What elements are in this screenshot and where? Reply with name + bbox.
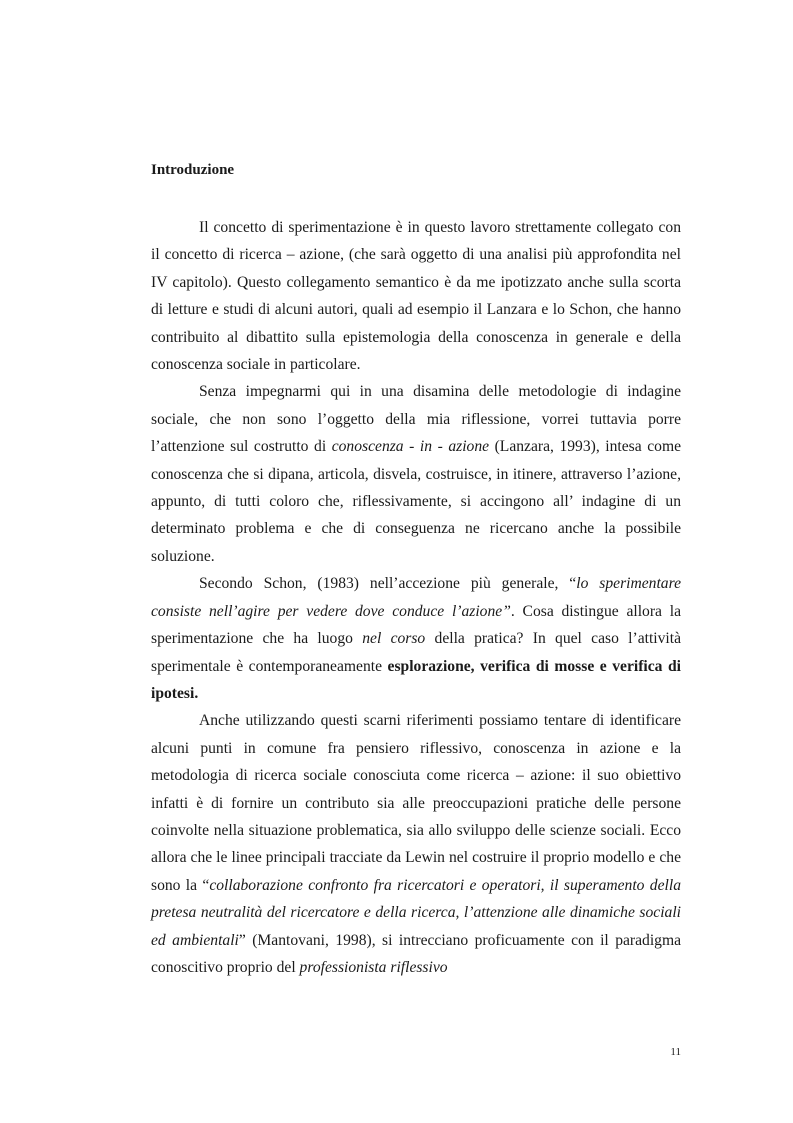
text-run: Senza impegnarmi qui in una disamina delle metodologie di indagine sociale, che non sono l’oggetto della mia riflessione, vorrei tuttavia porre l’attenzione sul costrutto di bbox=[151, 383, 681, 456]
body-paragraph bbox=[151, 378, 681, 570]
text-run: Anche utilizzando questi scarni riferimenti possiamo tentare di identificare alcuni punti in comune fra pensiero riflessivo, conoscenza in azione e la metodologia di ricerca sociale conosciuta come ricerca – azione: il suo obiettivo infatti è di fornire un contributo sia alle preoccupazioni pratiche delle persone coinvolte nella situazione problematica, sia allo sviluppo delle scienze sociali. Ecco allora che le linee principali tracciate da Lewin nel costruire il proprio modello e che sono la “ bbox=[151, 712, 681, 894]
italic-text: nel corso bbox=[362, 630, 426, 648]
section-heading: Introduzione bbox=[151, 162, 235, 178]
bold-text: esplorazione, verifica di mosse e verifica di ipotesi. bbox=[151, 657, 681, 702]
italic-text: conoscenza - in - azione bbox=[331, 438, 490, 456]
italic-text: collaborazione confronto fra ricercatori e operatori, il superamento della pretesa neutralità del ricercatore e della ricerca, l’attenzione alle dinamiche sociali ed ambientali bbox=[151, 876, 681, 949]
text-run: . Cosa distingue allora la sperimentazione che ha luogo bbox=[151, 602, 681, 648]
page-number: 11 bbox=[670, 1046, 681, 1058]
text-run: Il concetto di sperimentazione è in questo lavoro strettamente collegato con il concetto di ricerca – azione, (che sarà oggetto di una analisi più approfondita nel IV capitolo). Questo collegamento semantico è da me ipotizzato anche sulla scorta di letture e studi di alcuni autori, quali ad esempio il Lanzara e lo Schon, che hanno contribuito al dibattito sulla epistemologia della conoscenza in generale e della conoscenza sociale in particolare. bbox=[151, 219, 681, 374]
body-paragraph bbox=[151, 707, 681, 981]
body-paragraph bbox=[151, 214, 681, 378]
italic-text: lo sperimentare consiste nell’agire per vedere dove conduce l’azione” bbox=[151, 575, 681, 620]
text-run: Secondo Schon, (1983) nell’accezione più generale, “ bbox=[199, 575, 577, 593]
text-run: della pratica? In quel caso l’attività sperimentale è contemporaneamente bbox=[151, 630, 681, 675]
body-paragraph bbox=[151, 570, 681, 707]
italic-text: professionista riflessivo bbox=[299, 958, 448, 976]
text-run: (Lanzara, 1993), intesa come conoscenza che si dipana, articola, disvela, costruisce, in itinere, attraverso l’azione, appunto, di tutti coloro che, riflessivamente, si accingono all’ indagine di un determinato problema e che di conseguenza ne ricercano anche la possibile soluzione. bbox=[151, 438, 681, 565]
text-run: ” (Mantovani, 1998), si intrecciano proficuamente con il paradigma conoscitivo proprio del bbox=[151, 931, 681, 976]
body-text bbox=[151, 214, 681, 981]
